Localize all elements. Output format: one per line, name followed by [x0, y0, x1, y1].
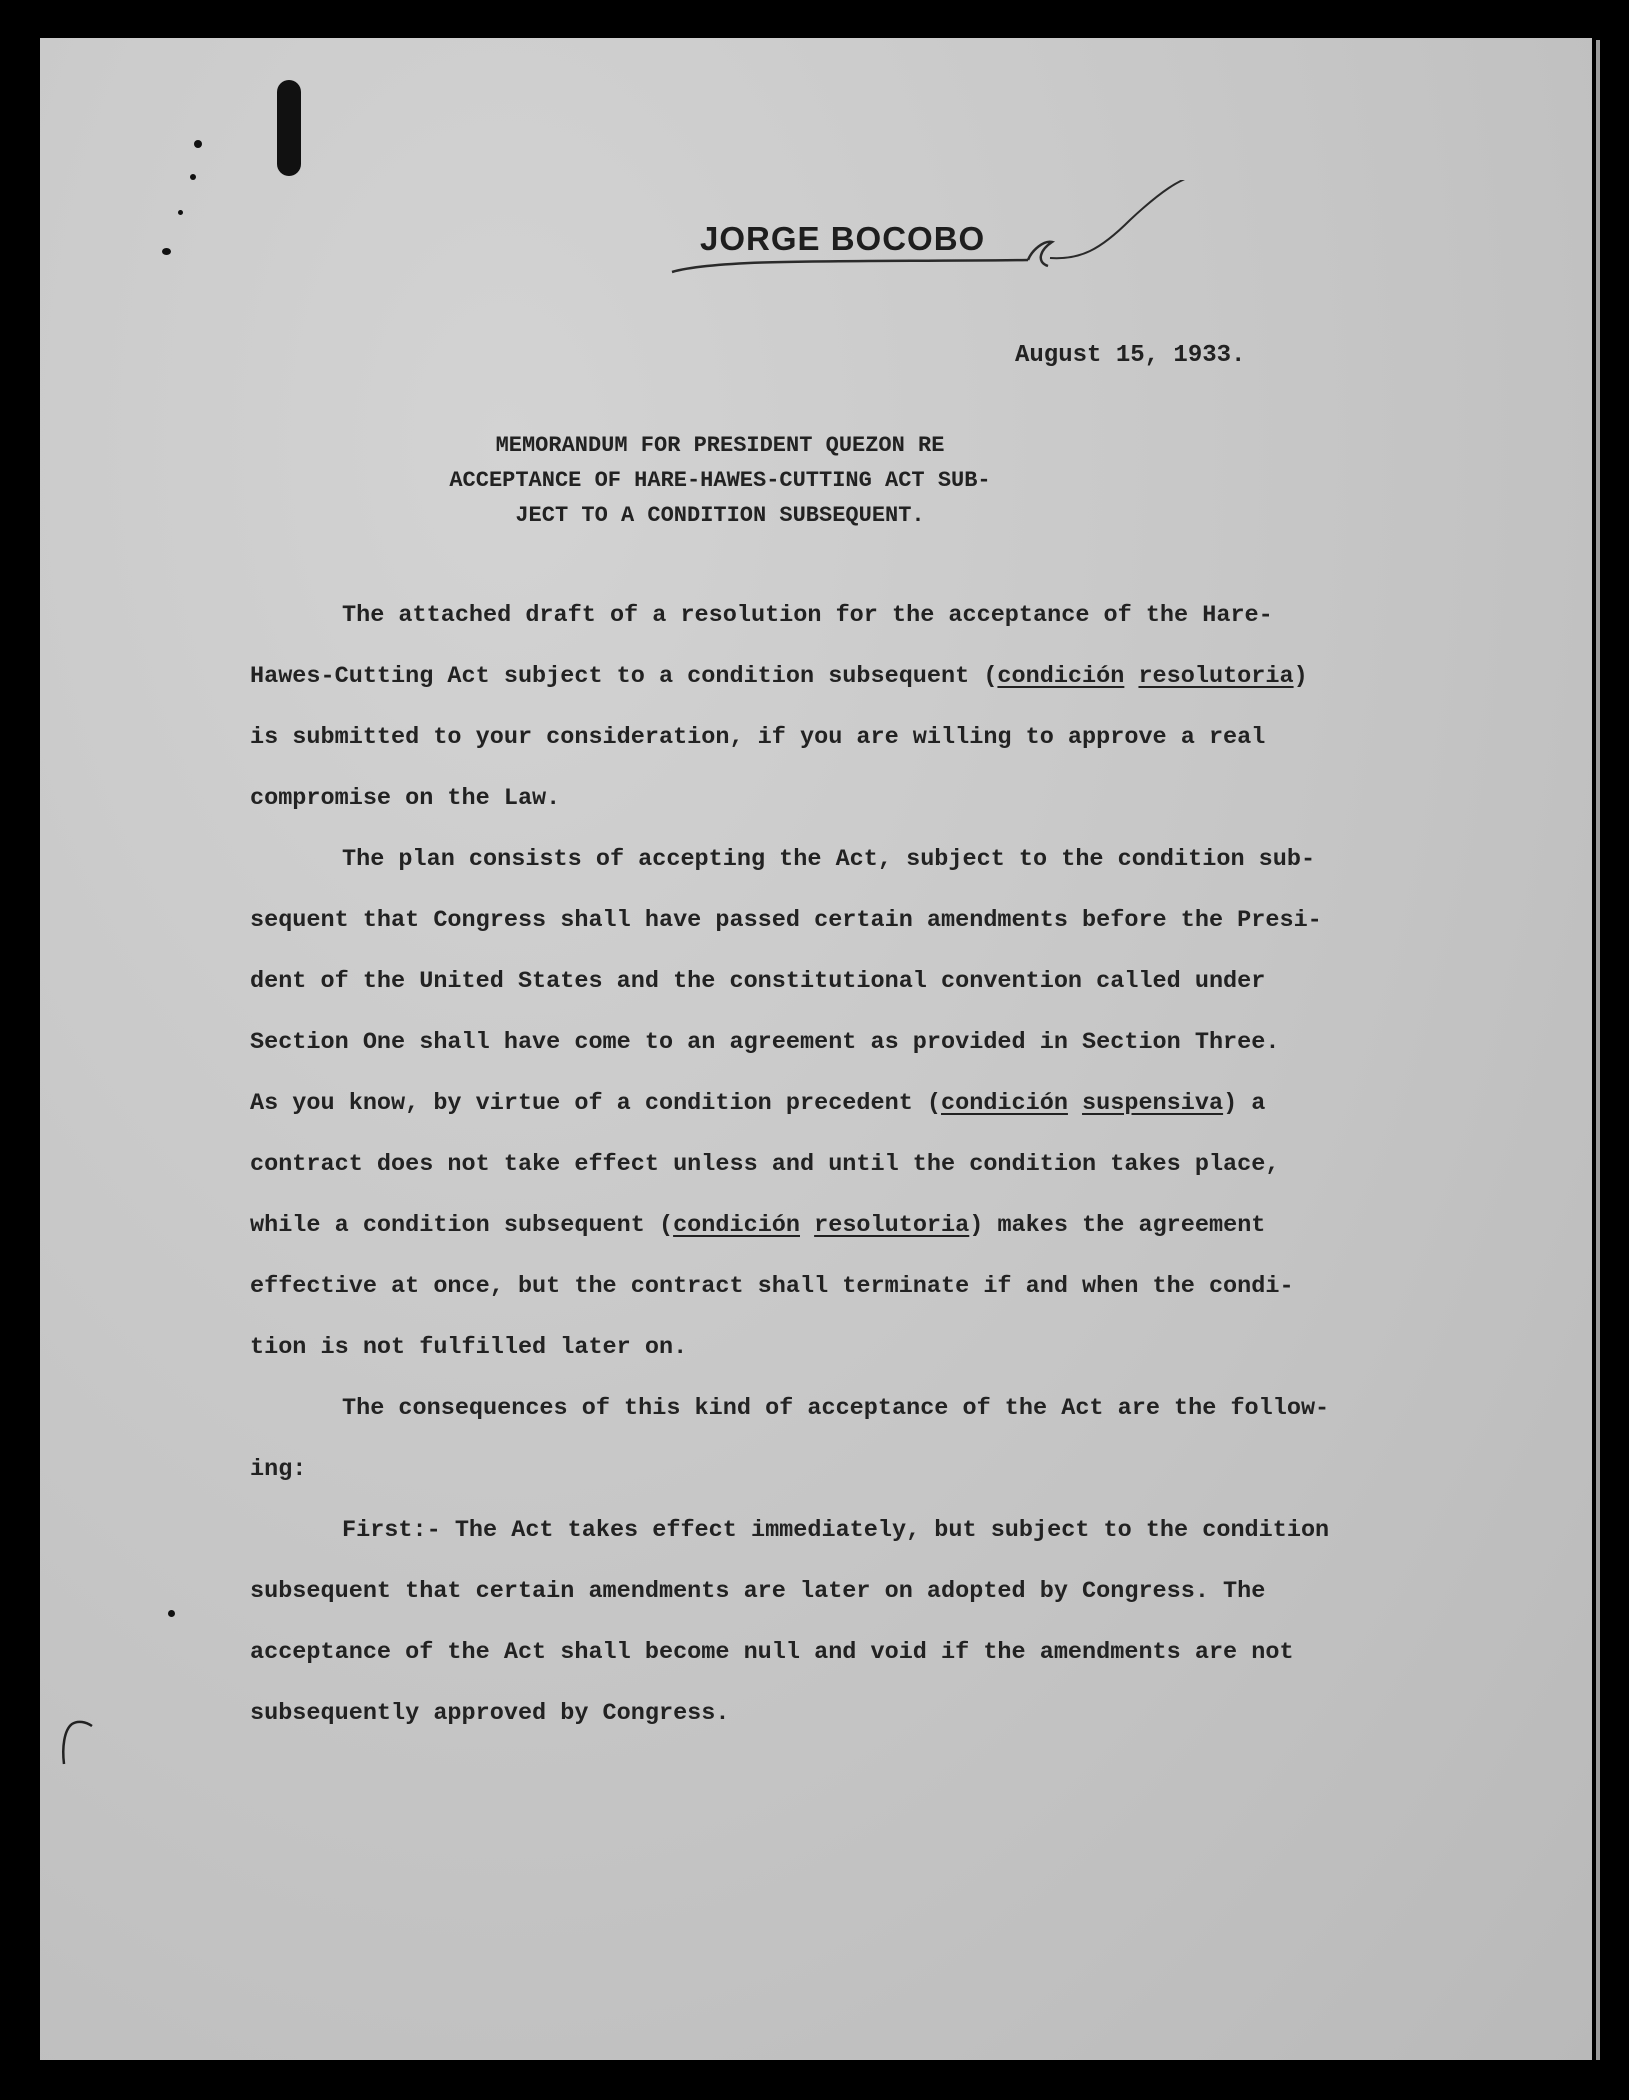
letterhead	[660, 180, 1200, 300]
paragraph-2-line: tion is not fulfilled later on.	[250, 1334, 688, 1361]
paragraph-4-line: First:- The Act takes effect immediately, but subject to the condition	[342, 1517, 1330, 1544]
underlined-term: condición	[673, 1212, 800, 1239]
letterhead-name: JORGE BOCOBO	[700, 220, 986, 257]
paragraph-4-line: subsequently approved by Congress.	[250, 1700, 730, 1727]
underlined-term: resolutoria	[1138, 663, 1294, 690]
paragraph-2-line: The plan consists of accepting the Act, subject to the condition sub-	[342, 846, 1316, 873]
margin-pencil-mark	[58, 1718, 98, 1768]
paragraph-2-line	[250, 1195, 1420, 1256]
text-run: As you know, by virtue of a condition precedent (	[250, 1090, 942, 1117]
ink-speck	[178, 210, 183, 215]
text-run: ) makes the agreement	[969, 1212, 1266, 1239]
text-run	[1124, 663, 1138, 690]
subject-line: MEMORANDUM FOR PRESIDENT QUEZON RE	[495, 433, 945, 458]
paragraph-2-line: contract does not take effect unless and until the condition takes place,	[250, 1151, 1280, 1178]
paragraph-2-line: dent of the United States and the constitutional convention called under	[250, 968, 1266, 995]
paragraph-3-line: ing:	[250, 1456, 307, 1483]
paragraph-4-line: subsequent that certain amendments are later on adopted by Congress. The	[250, 1578, 1266, 1605]
subject-line: JECT TO A CONDITION SUBSEQUENT.	[515, 503, 925, 528]
text-run: while a condition subsequent (	[250, 1212, 674, 1239]
text-run: ) a	[1223, 1090, 1266, 1117]
subject-line: ACCEPTANCE OF HARE-HAWES-CUTTING ACT SUB-	[449, 468, 991, 493]
underlined-term: condición	[941, 1090, 1068, 1117]
ink-speck	[190, 174, 196, 180]
underlined-term: condición	[997, 663, 1125, 690]
paragraph-4-line: acceptance of the Act shall become null and void if the amendments are not	[250, 1639, 1294, 1666]
paragraph-1-line: compromise on the Law.	[250, 785, 561, 812]
underlined-term: suspensiva	[1082, 1090, 1224, 1117]
memo-body	[250, 585, 1420, 1744]
page-edge-shadow	[1596, 40, 1600, 2060]
document-page	[40, 38, 1592, 2060]
paragraph-1-line: is submitted to your consideration, if you are willing to approve a real	[250, 724, 1266, 751]
paragraph-1-line	[250, 646, 1420, 707]
underlined-term: resolutoria	[814, 1212, 970, 1239]
ink-speck	[168, 1610, 175, 1617]
ink-speck	[162, 248, 171, 255]
ink-speck	[194, 140, 202, 148]
text-run: )	[1293, 663, 1308, 690]
ink-smudge-large	[277, 80, 301, 176]
text-run	[800, 1212, 814, 1239]
paragraph-3-line: The consequences of this kind of acceptance of the Act are the follow-	[342, 1395, 1330, 1422]
paragraph-1-line: The attached draft of a resolution for the acceptance of the Hare-	[342, 602, 1273, 629]
paragraph-2-line: sequent that Congress shall have passed certain amendments before the Presi-	[250, 907, 1322, 934]
text-run	[1068, 1090, 1082, 1117]
memo-subject	[390, 428, 1050, 533]
text-run: Hawes-Cutting Act subject to a condition subsequent (	[250, 663, 998, 690]
paragraph-2-line: Section One shall have come to an agreement as provided in Section Three.	[250, 1029, 1280, 1056]
paragraph-2-line	[250, 1073, 1420, 1134]
paragraph-2-line: effective at once, but the contract shall terminate if and when the condi-	[250, 1273, 1294, 1300]
memo-date: August 15, 1933.	[1015, 342, 1246, 369]
